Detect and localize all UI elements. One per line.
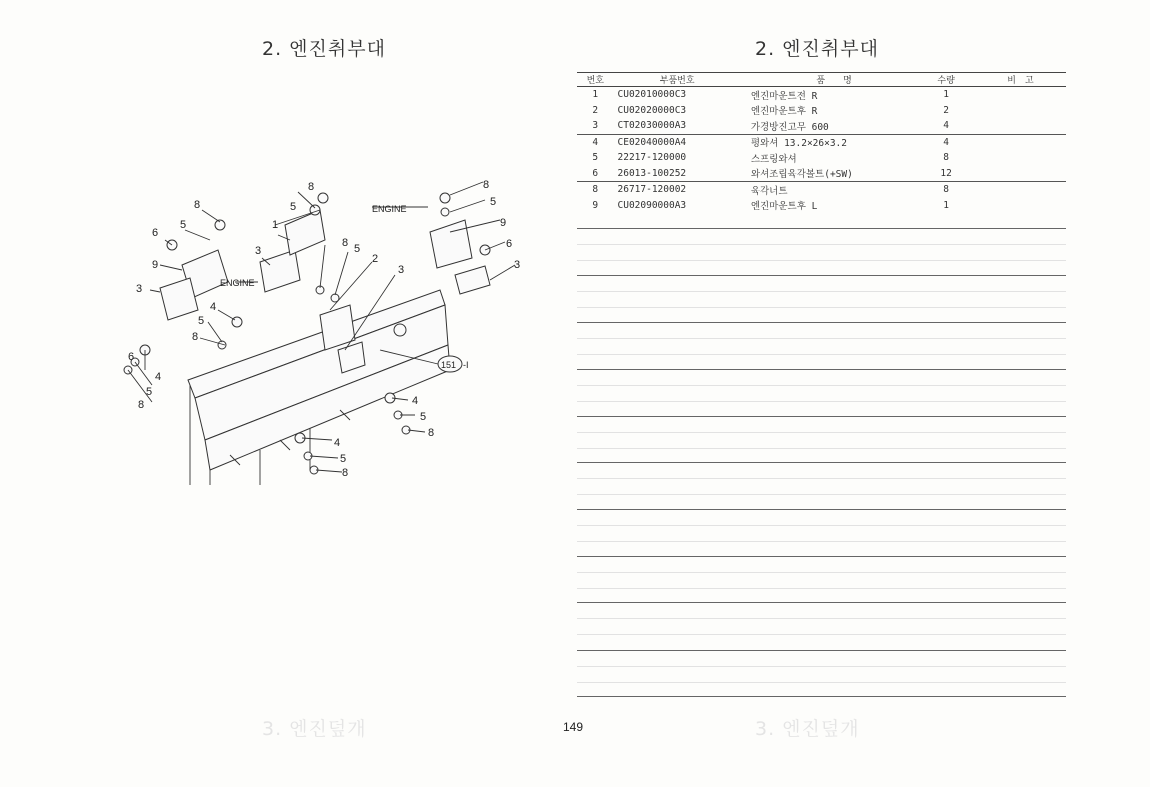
page-number: 149 — [563, 720, 584, 734]
table-rule — [577, 448, 1066, 449]
table-row — [577, 150, 1066, 166]
header-part-number: 부품번호 — [614, 73, 737, 87]
table-rule — [577, 432, 1066, 433]
table-rule — [577, 618, 1066, 619]
cell-part-number: CE02040000A4 — [617, 136, 687, 148]
table-row — [577, 87, 1066, 103]
callout: 6 — [506, 238, 513, 250]
table-rule — [577, 260, 1066, 261]
table-rule — [577, 354, 1066, 355]
chassis-frame — [188, 290, 450, 485]
callout: 3 — [255, 245, 262, 257]
table-rule — [577, 338, 1066, 339]
header-quantity: 수량 — [917, 73, 975, 87]
exploded-parts-diagram — [110, 170, 550, 500]
cell-no: 1 — [592, 89, 599, 101]
cell-remarks — [975, 118, 1066, 134]
cell-part-number: CU02010000C3 — [617, 89, 687, 101]
callout: 8 — [342, 237, 349, 249]
cell-part-name: 스프링와셔 — [750, 153, 797, 165]
callout: 9 — [152, 259, 159, 271]
cell-part-name: 와셔조립육각볼트(+SW) — [737, 166, 918, 182]
header-remarks: 비 고 — [975, 73, 1066, 87]
table-rule — [577, 509, 1066, 510]
table-rule — [577, 525, 1066, 526]
callout: 3 — [398, 264, 405, 276]
table-rule — [577, 650, 1066, 651]
cell-part-name: 평와셔 13.2×26×3.2 — [750, 138, 847, 150]
callout: 6 — [128, 351, 135, 363]
table-rule — [577, 556, 1066, 557]
callout: 5 — [340, 453, 347, 465]
ghost-text-left: 3. 엔진덮개 — [262, 718, 367, 740]
engine-label-right: ENGINE — [372, 204, 407, 214]
cell-remarks — [975, 166, 1066, 182]
table-row — [577, 198, 1066, 214]
cell-remarks — [975, 182, 1066, 198]
callout: 4 — [334, 437, 341, 449]
cell-no: 4 — [592, 136, 599, 148]
cell-remarks — [975, 198, 1066, 214]
callout: 8 — [192, 331, 199, 343]
table-rule — [577, 416, 1066, 417]
callout: 8 — [194, 199, 201, 211]
cell-quantity: 1 — [943, 199, 949, 211]
table-rule — [577, 666, 1066, 667]
cell-quantity: 2 — [943, 104, 949, 116]
header-no: 번호 — [577, 73, 614, 87]
callout: 1 — [272, 219, 279, 231]
callout: 2 — [372, 253, 379, 265]
header-part-name: 품 명 — [737, 73, 918, 87]
table-rule — [577, 462, 1066, 463]
page-title-right: 2. 엔진취부대 — [755, 38, 879, 60]
cell-quantity: 8 — [943, 184, 949, 196]
table-rule — [577, 572, 1066, 573]
callout: 5 — [354, 243, 361, 255]
cell-part-number: CU02090000A3 — [617, 199, 687, 211]
table-row — [577, 118, 1066, 134]
callout: 4 — [412, 395, 419, 407]
callout: 5 — [180, 219, 187, 231]
parts-table — [577, 72, 1066, 213]
cell-remarks — [975, 150, 1066, 166]
callout: 8 — [483, 179, 490, 191]
cell-part-name: 육각너트 — [750, 185, 788, 197]
cell-no: 3 — [577, 118, 614, 134]
cell-no: 9 — [592, 199, 599, 211]
cell-part-name: 가경방진고무 600 — [737, 118, 918, 134]
cell-part-number: 26013-100252 — [614, 166, 737, 182]
callout: 3 — [136, 283, 143, 295]
callout: 4 — [210, 301, 217, 313]
callout: 8 — [342, 467, 349, 479]
cell-part-number: 26717-120002 — [617, 184, 687, 196]
callout: 3 — [514, 259, 521, 271]
cell-remarks — [975, 134, 1066, 150]
ghost-text-right: 3. 엔진덮개 — [755, 718, 860, 740]
table-row — [577, 166, 1066, 182]
callout: 5 — [198, 315, 205, 327]
callout: 5 — [146, 386, 153, 398]
table-row — [577, 134, 1066, 150]
table-rule — [577, 291, 1066, 292]
cell-quantity: 4 — [917, 118, 975, 134]
cell-part-number: CU02020000C3 — [617, 104, 687, 116]
callout: 8 — [428, 427, 435, 439]
cell-no: 8 — [592, 184, 599, 196]
table-rule — [577, 228, 1066, 229]
cell-no: 2 — [592, 104, 599, 116]
cell-quantity: 8 — [943, 152, 949, 164]
table-rule — [577, 541, 1066, 542]
table-row — [577, 103, 1066, 119]
table-rule — [577, 696, 1066, 697]
table-rule — [577, 682, 1066, 683]
engine-label-left: ENGINE — [220, 278, 255, 288]
callout: 8 — [308, 181, 315, 193]
table-rule — [577, 385, 1066, 386]
cell-quantity: 12 — [917, 166, 975, 182]
table-rule — [577, 369, 1066, 370]
table-rule — [577, 494, 1066, 495]
callout: 5 — [290, 201, 297, 213]
cell-part-number: 22217-120000 — [617, 152, 687, 164]
cell-remarks — [975, 87, 1066, 103]
table-rule — [577, 322, 1066, 323]
callout: 6 — [152, 227, 159, 239]
table-rule — [577, 244, 1066, 245]
callout: 4 — [155, 371, 162, 383]
table-rule — [577, 275, 1066, 276]
callout: 9 — [500, 217, 507, 229]
table-rule — [577, 401, 1066, 402]
callout: 5 — [420, 411, 427, 423]
callout: 5 — [490, 196, 497, 208]
reference-badge — [438, 356, 469, 372]
cell-part-name: 엔진마운트후 R — [750, 106, 818, 118]
callout: 8 — [138, 399, 145, 411]
table-row — [577, 182, 1066, 198]
cell-quantity: 4 — [943, 136, 949, 148]
table-rule — [577, 307, 1066, 308]
cell-part-name: 엔진마운트전 R — [750, 90, 818, 102]
cell-part-name: 엔진마운트후 L — [750, 201, 818, 213]
cell-part-number: CT02030000A3 — [614, 118, 737, 134]
table-rule — [577, 478, 1066, 479]
table-header-row — [577, 73, 1066, 87]
svg-text:151: 151 — [441, 360, 457, 370]
table-rule — [577, 602, 1066, 603]
table-rule — [577, 634, 1066, 635]
cell-no: 6 — [577, 166, 614, 182]
cell-remarks — [975, 103, 1066, 119]
page-title-left: 2. 엔진취부대 — [262, 38, 386, 60]
svg-text:-I: -I — [463, 360, 469, 370]
cell-quantity: 1 — [943, 89, 949, 101]
table-rule — [577, 588, 1066, 589]
cell-no: 5 — [592, 152, 599, 164]
